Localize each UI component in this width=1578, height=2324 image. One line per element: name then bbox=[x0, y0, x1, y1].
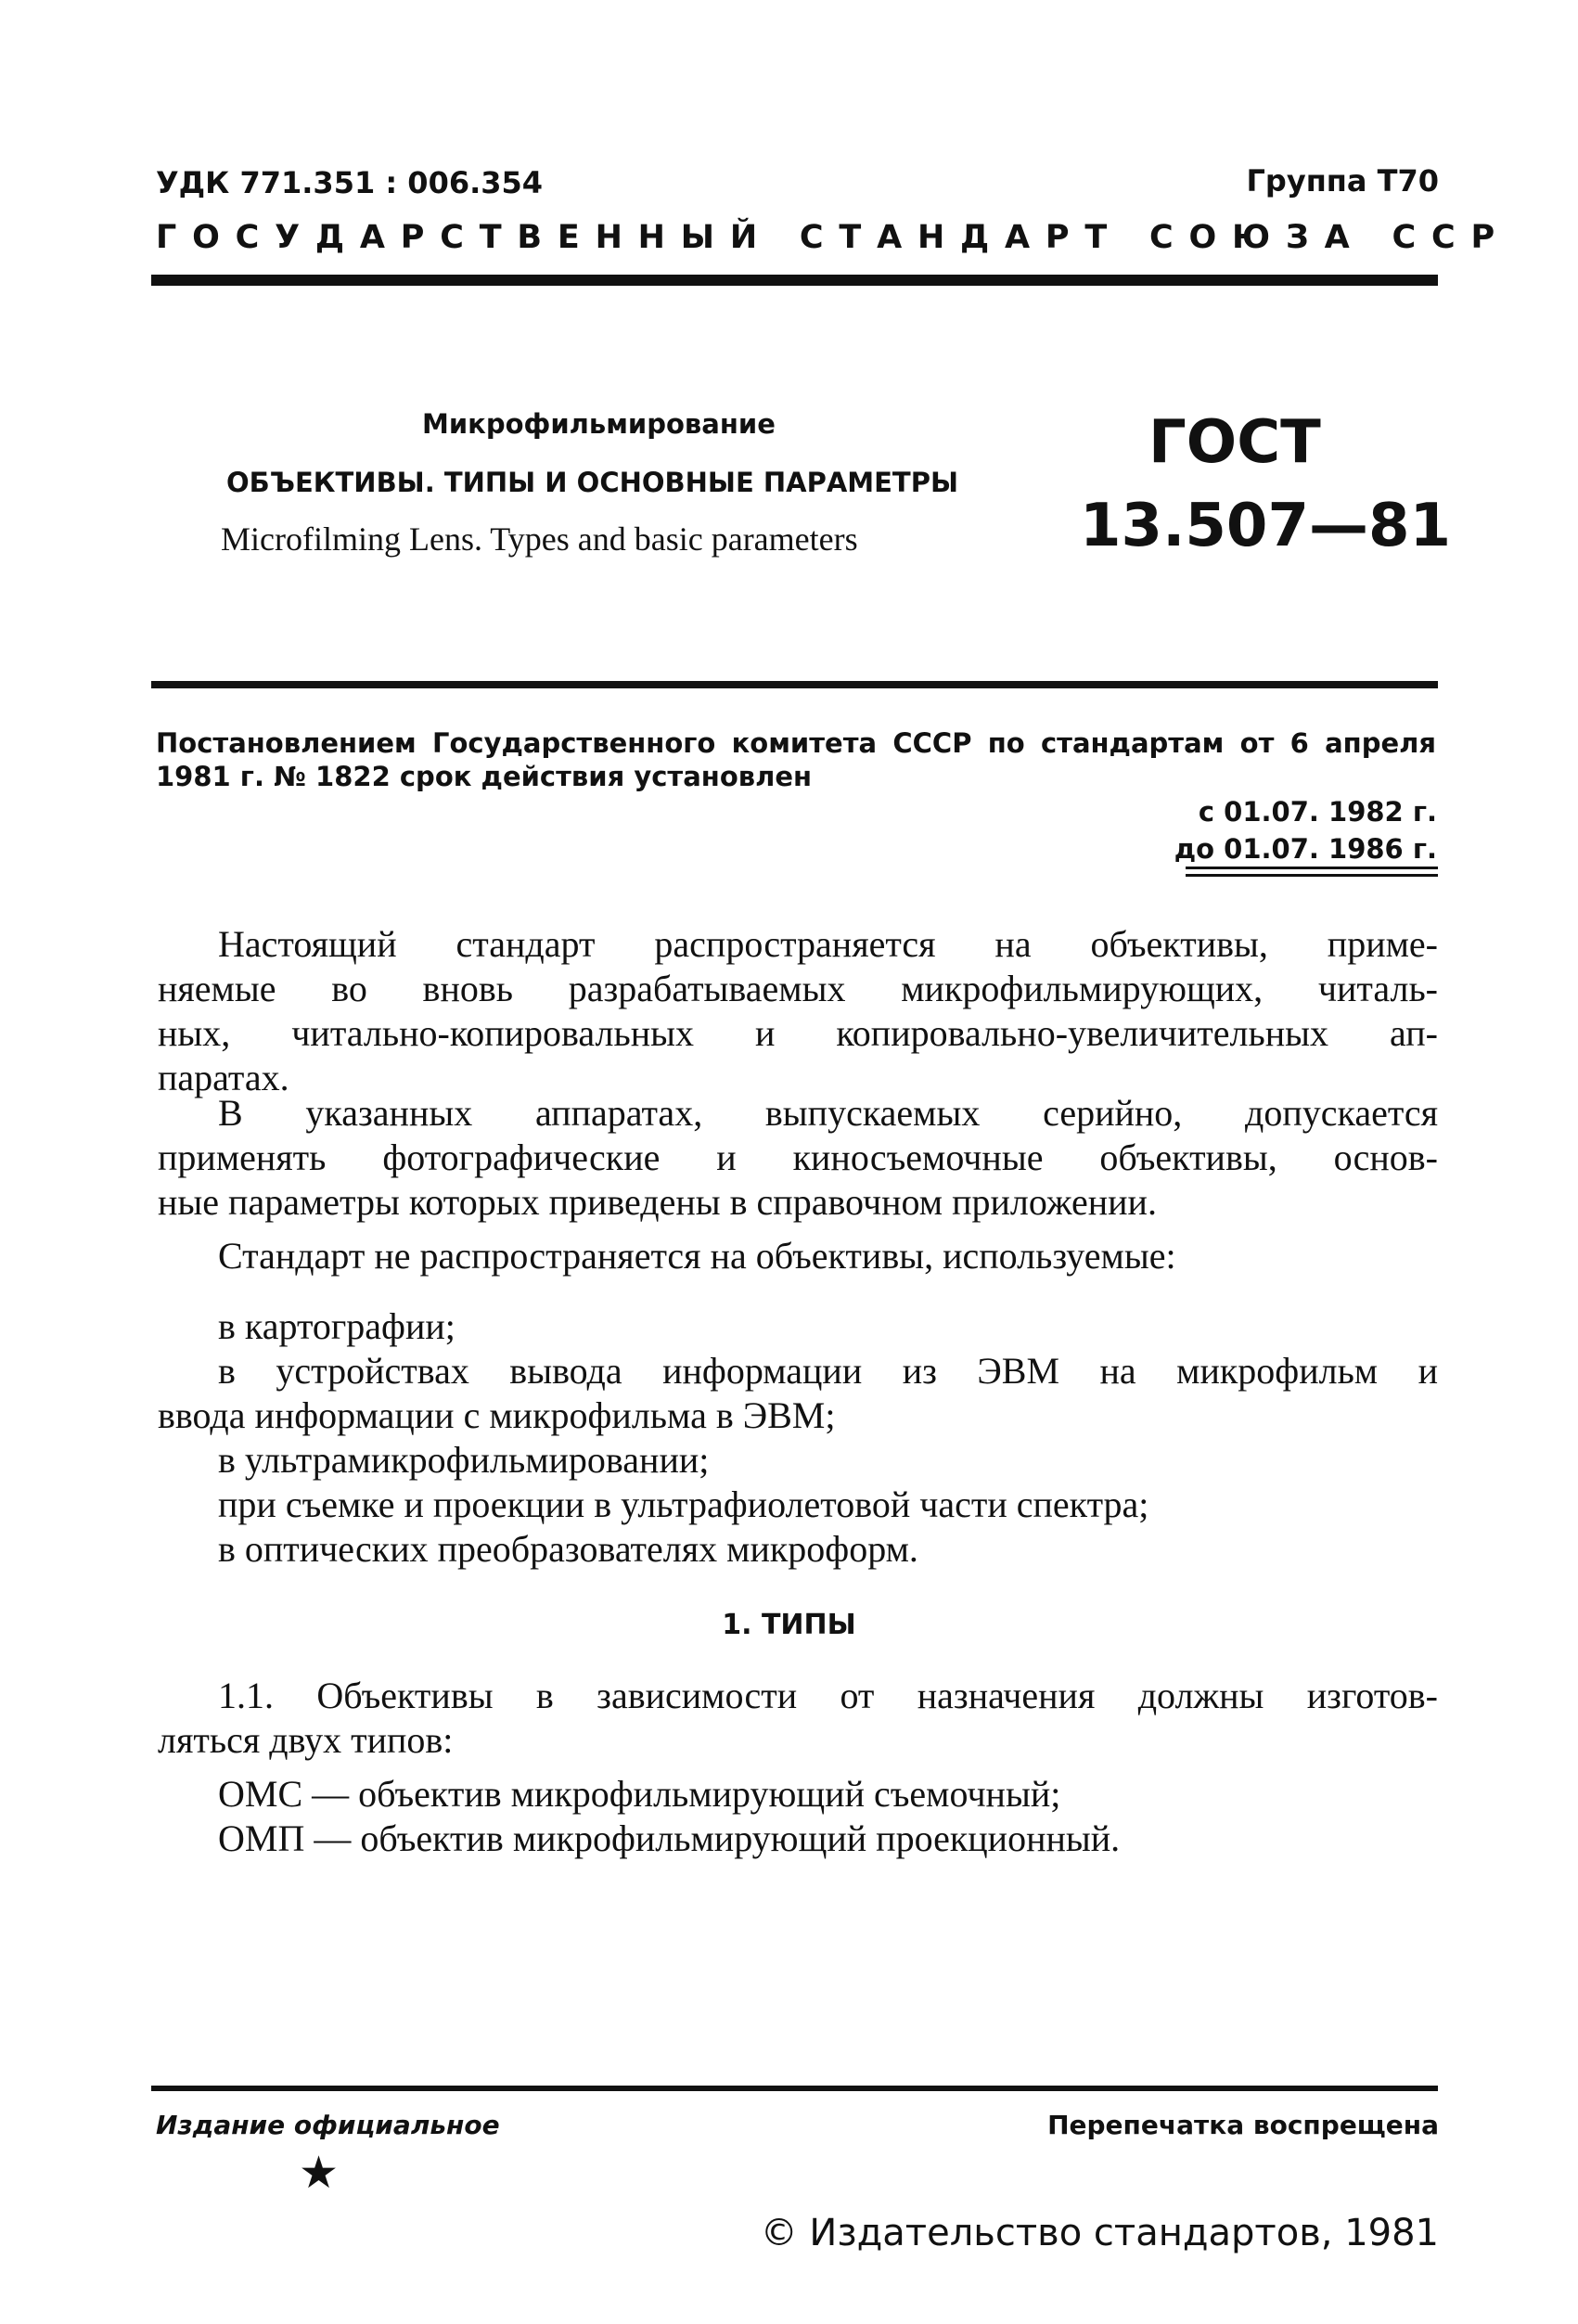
effective-from: с 01.07. 1982 г. bbox=[1198, 796, 1437, 828]
paragraph-exclusions bbox=[158, 1234, 1438, 1278]
state-standard-heading: ГОСУДАРСТВЕННЫЙ СТАНДАРТ СОЮЗА ССР bbox=[156, 219, 1510, 256]
text-line: ных, читально-копировальных и копировально-увеличительных ап- bbox=[158, 1012, 1438, 1054]
list-item: в картографии; bbox=[218, 1305, 455, 1347]
text-line: няемые во вновь разрабатываемых микрофильмирующих, читаль- bbox=[158, 968, 1438, 1009]
footer-rule bbox=[151, 2086, 1438, 2091]
type-item: ОМП — объектив микрофильмирующий проекционный. bbox=[218, 1817, 1121, 1859]
standard-name-en: Microfilming Lens. Types and basic parameters bbox=[221, 520, 858, 558]
lens-types bbox=[158, 1772, 1438, 1861]
list-item: ввода информации с микрофильма в ЭВМ; bbox=[158, 1394, 836, 1436]
group-code: Группа Т70 bbox=[1246, 163, 1439, 199]
list-item: при съемке и проекции в ультрафиолетовой части спектра; bbox=[218, 1483, 1149, 1525]
decree-rule-short bbox=[1186, 867, 1438, 869]
paragraph-scope bbox=[158, 922, 1438, 1100]
text-line: ные параметры которых приведены в справочном приложении. bbox=[158, 1181, 1157, 1223]
gost-label: ГОСТ bbox=[1148, 408, 1321, 477]
header-rule bbox=[151, 275, 1438, 286]
type-item: ОМС — объектив микрофильмирующий съемочный; bbox=[218, 1773, 1061, 1815]
gost-number: 13.507—81 bbox=[1080, 492, 1452, 560]
text-line: ляться двух типов: bbox=[158, 1719, 454, 1761]
standard-name-ru: ОБЪЕКТИВЫ. ТИПЫ И ОСНОВНЫЕ ПАРАМЕТРЫ bbox=[226, 467, 959, 498]
udk-code: УДК 771.351 : 006.354 bbox=[156, 165, 544, 200]
topic: Микрофильмирование bbox=[422, 408, 776, 440]
text-line: Настоящий стандарт распространяется на объективы, приме- bbox=[218, 923, 1438, 965]
copyright: © Издательство стандартов, 1981 bbox=[760, 2212, 1439, 2254]
decree-line-2: 1981 г. № 1822 срок действия установлен bbox=[156, 761, 813, 792]
text-line: Стандарт не распространяется на объективы, используемые: bbox=[218, 1235, 1176, 1277]
text-line: применять фотографические и киносъемочные объективы, основ- bbox=[158, 1136, 1438, 1178]
text-line: 1.1. Объективы в зависимости от назначения должны изготов- bbox=[218, 1675, 1438, 1716]
section-title: 1. ТИПЫ bbox=[722, 1609, 856, 1641]
star-icon: ★ bbox=[299, 2147, 340, 2199]
reprint-prohibited: Перепечатка воспрещена bbox=[1047, 2110, 1439, 2140]
paragraph-1-1 bbox=[158, 1674, 1438, 1763]
decree-line-1: Постановлением Государственного комитета СССР по стандартам от 6 апреля bbox=[156, 727, 1436, 759]
list-item: в оптических преобразователях микроформ. bbox=[218, 1528, 918, 1570]
list-item: в ультрамикрофильмировании; bbox=[218, 1439, 710, 1481]
list-item: в устройствах вывода информации из ЭВМ на микрофильм и bbox=[218, 1350, 1438, 1392]
text-line: паратах. bbox=[158, 1057, 289, 1098]
official-edition: Издание официальное bbox=[156, 2110, 500, 2140]
title-rule bbox=[151, 681, 1438, 688]
exclusion-list bbox=[158, 1304, 1438, 1572]
decree-rule-double bbox=[1186, 874, 1438, 877]
text-line: В указанных аппаратах, выпускаемых серийно, допускается bbox=[218, 1092, 1438, 1134]
paragraph-serial bbox=[158, 1091, 1438, 1225]
effective-to: до 01.07. 1986 г. bbox=[1174, 833, 1437, 865]
